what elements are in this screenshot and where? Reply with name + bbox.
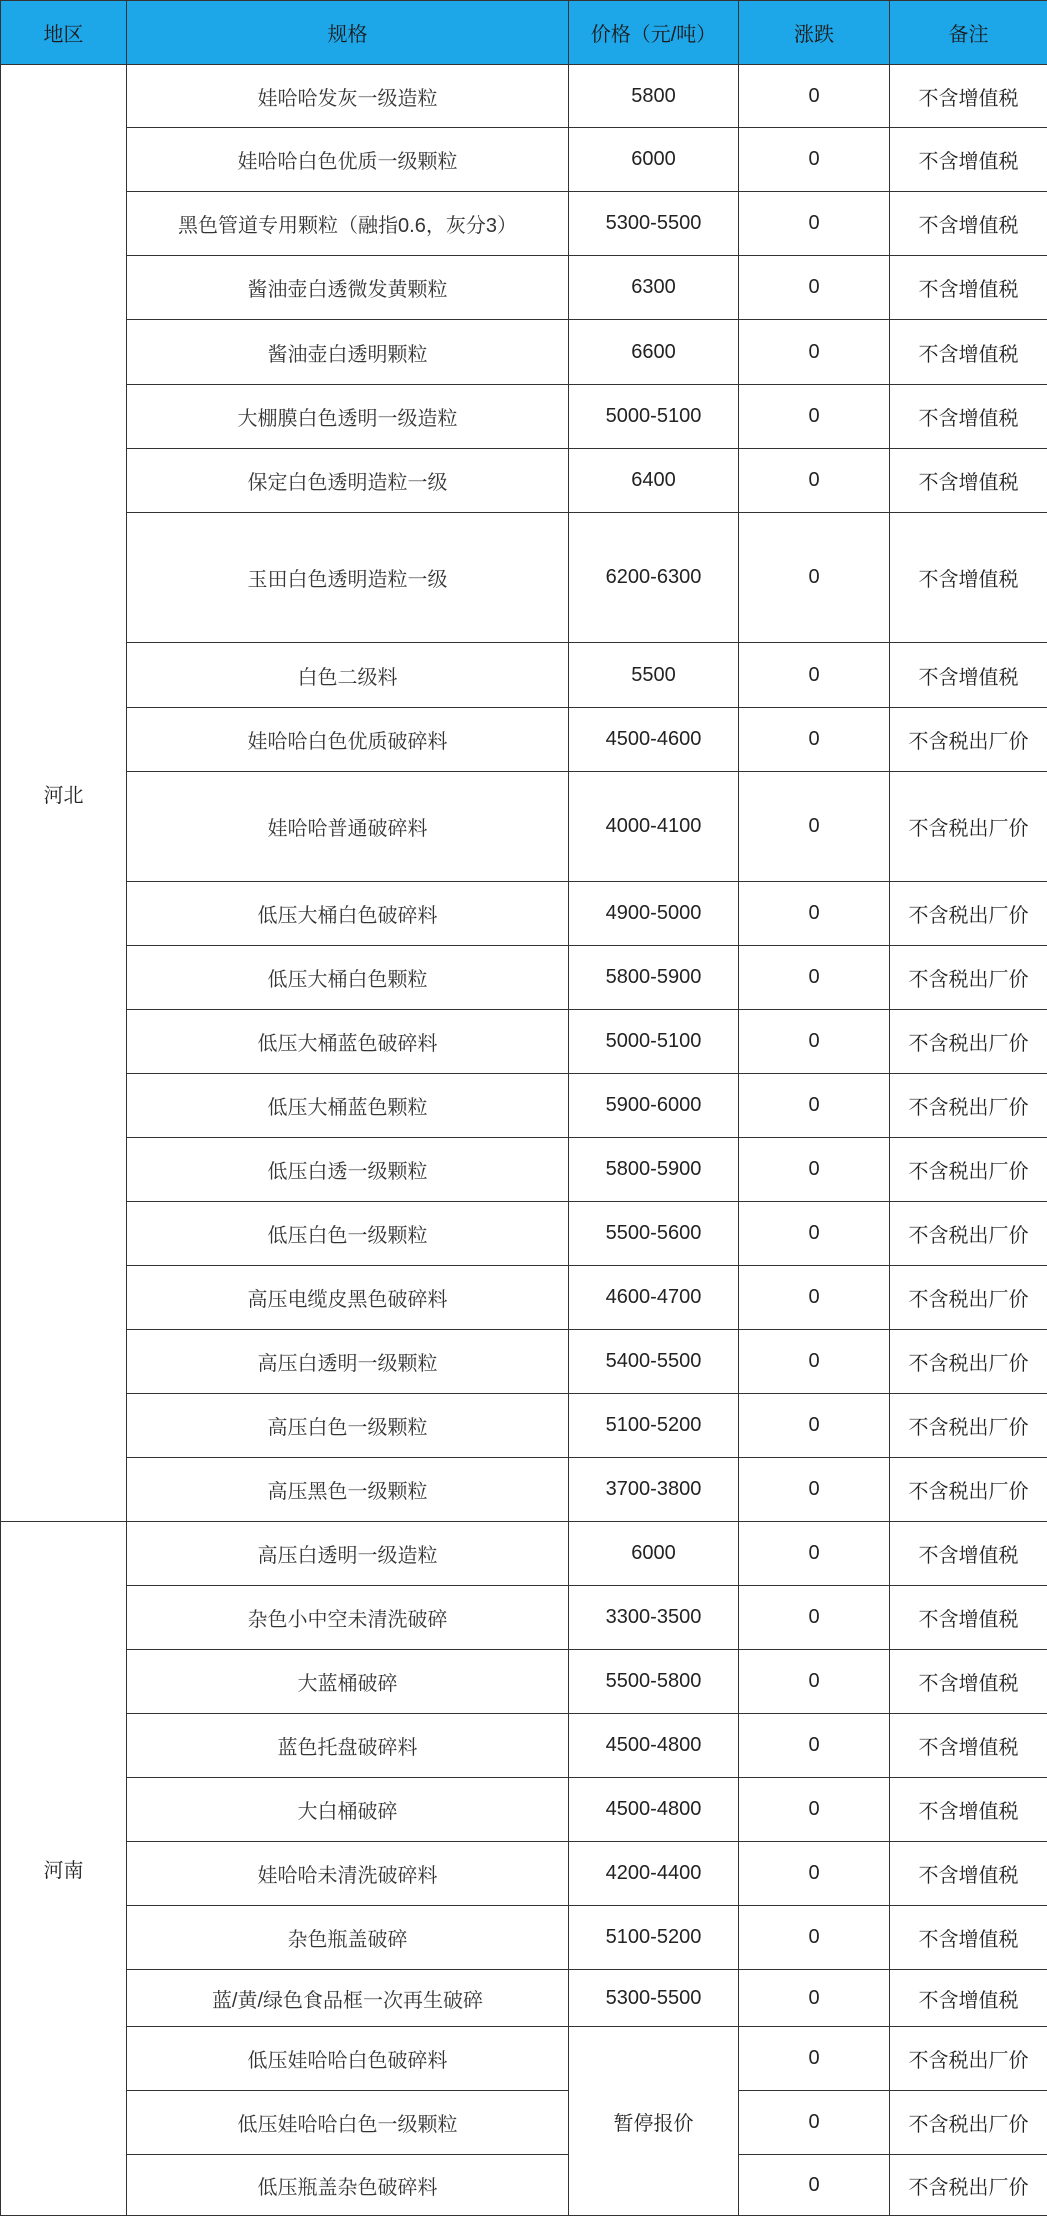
note-cell: 不含税出厂价 (890, 2091, 1047, 2155)
note-cell: 不含税出厂价 (890, 1074, 1047, 1138)
table-row (1, 1394, 1047, 1458)
spec-cell: 低压白色一级颗粒 (127, 1202, 569, 1266)
price-cell: 5900-6000 (569, 1074, 739, 1138)
table-row (1, 882, 1047, 946)
note-cell: 不含增值税 (890, 192, 1047, 256)
table-row (1, 1970, 1047, 2027)
spec-cell: 杂色小中空未清洗破碎 (127, 1586, 569, 1650)
change-cell: 0 (739, 2155, 890, 2216)
table-row (1, 65, 1047, 128)
table-row (1, 946, 1047, 1010)
price-cell: 5100-5200 (569, 1906, 739, 1970)
note-cell: 不含税出厂价 (890, 1394, 1047, 1458)
table-row (1, 1266, 1047, 1330)
note-cell: 不含税出厂价 (890, 1010, 1047, 1074)
change-cell: 0 (739, 1330, 890, 1394)
note-cell: 不含税出厂价 (890, 882, 1047, 946)
note-cell: 不含增值税 (890, 1778, 1047, 1842)
change-cell: 0 (739, 1586, 890, 1650)
spec-cell: 蓝/黄/绿色食品框一次再生破碎 (127, 1970, 569, 2027)
change-cell: 0 (739, 708, 890, 772)
change-cell: 0 (739, 1074, 890, 1138)
spec-cell: 低压瓶盖杂色破碎料 (127, 2155, 569, 2216)
change-cell: 0 (739, 1714, 890, 1778)
spec-cell: 低压大桶白色破碎料 (127, 882, 569, 946)
note-cell: 不含增值税 (890, 1650, 1047, 1714)
spec-cell: 低压娃哈哈白色破碎料 (127, 2027, 569, 2091)
note-cell: 不含税出厂价 (890, 946, 1047, 1010)
change-cell: 0 (739, 946, 890, 1010)
spec-cell: 娃哈哈未清洗破碎料 (127, 1842, 569, 1906)
table-row (1, 1522, 1047, 1586)
change-cell: 0 (739, 643, 890, 708)
table-row (1, 320, 1047, 385)
change-cell: 0 (739, 1394, 890, 1458)
table-row (1, 1074, 1047, 1138)
spec-cell: 低压大桶白色颗粒 (127, 946, 569, 1010)
spec-cell: 娃哈哈白色优质破碎料 (127, 708, 569, 772)
table-row (1, 513, 1047, 643)
price-cell: 5500 (569, 643, 739, 708)
note-cell: 不含增值税 (890, 1714, 1047, 1778)
spec-cell: 黑色管道专用颗粒（融指0.6，灰分3） (127, 192, 569, 256)
price-cell: 5300-5500 (569, 192, 739, 256)
header-spec: 规格 (127, 1, 569, 65)
price-cell: 3300-3500 (569, 1586, 739, 1650)
spec-cell: 大蓝桶破碎 (127, 1650, 569, 1714)
spec-cell: 酱油壶白透明颗粒 (127, 320, 569, 385)
spec-cell: 玉田白色透明造粒一级 (127, 513, 569, 643)
note-cell: 不含税出厂价 (890, 708, 1047, 772)
change-cell: 0 (739, 1266, 890, 1330)
table-row (1, 1458, 1047, 1522)
change-cell: 0 (739, 192, 890, 256)
price-cell: 5300-5500 (569, 1970, 739, 2027)
table-row (1, 1714, 1047, 1778)
change-cell: 0 (739, 1650, 890, 1714)
header-note: 备注 (890, 1, 1047, 65)
change-cell: 0 (739, 1842, 890, 1906)
table-row (1, 1650, 1047, 1714)
table-row (1, 1010, 1047, 1074)
price-cell: 6300 (569, 256, 739, 320)
note-cell: 不含增值税 (890, 320, 1047, 385)
price-cell: 6200-6300 (569, 513, 739, 643)
change-cell: 0 (739, 128, 890, 192)
table-row (1, 385, 1047, 449)
price-cell: 5800 (569, 65, 739, 128)
note-cell: 不含税出厂价 (890, 1138, 1047, 1202)
header-change: 涨跌 (739, 1, 890, 65)
price-cell: 4500-4800 (569, 1714, 739, 1778)
spec-cell: 低压娃哈哈白色一级颗粒 (127, 2091, 569, 2155)
spec-cell: 大白桶破碎 (127, 1778, 569, 1842)
price-cell: 6000 (569, 128, 739, 192)
table-row (1, 128, 1047, 192)
spec-cell: 低压白透一级颗粒 (127, 1138, 569, 1202)
table-row (1, 643, 1047, 708)
price-cell: 5500-5600 (569, 1202, 739, 1266)
note-cell: 不含税出厂价 (890, 1330, 1047, 1394)
change-cell: 0 (739, 882, 890, 946)
change-cell: 0 (739, 65, 890, 128)
table-row (1, 256, 1047, 320)
price-cell: 4200-4400 (569, 1842, 739, 1906)
header-region: 地区 (1, 1, 127, 65)
spec-cell: 保定白色透明造粒一级 (127, 449, 569, 513)
price-cell: 4500-4600 (569, 708, 739, 772)
change-cell: 0 (739, 772, 890, 882)
spec-cell: 高压黑色一级颗粒 (127, 1458, 569, 1522)
price-cell: 5500-5800 (569, 1650, 739, 1714)
note-cell: 不含税出厂价 (890, 1458, 1047, 1522)
spec-cell: 娃哈哈发灰一级造粒 (127, 65, 569, 128)
note-cell: 不含增值税 (890, 1906, 1047, 1970)
change-cell: 0 (739, 513, 890, 643)
change-cell: 0 (739, 1202, 890, 1266)
change-cell: 0 (739, 385, 890, 449)
change-cell: 0 (739, 1458, 890, 1522)
spec-cell: 白色二级料 (127, 643, 569, 708)
suspended-price-cell: 暂停报价 (569, 2027, 739, 2216)
table-row (1, 772, 1047, 882)
spec-cell: 高压白透明一级颗粒 (127, 1330, 569, 1394)
table-row (1, 2091, 1047, 2155)
spec-cell: 娃哈哈白色优质一级颗粒 (127, 128, 569, 192)
table-row (1, 1906, 1047, 1970)
table-row (1, 2027, 1047, 2091)
note-cell: 不含增值税 (890, 385, 1047, 449)
change-cell: 0 (739, 449, 890, 513)
price-cell: 6600 (569, 320, 739, 385)
note-cell: 不含增值税 (890, 513, 1047, 643)
table-row (1, 449, 1047, 513)
spec-cell: 娃哈哈普通破碎料 (127, 772, 569, 882)
note-cell: 不含税出厂价 (890, 772, 1047, 882)
table-row (1, 1138, 1047, 1202)
table-row (1, 1202, 1047, 1266)
change-cell: 0 (739, 256, 890, 320)
note-cell: 不含增值税 (890, 256, 1047, 320)
change-cell: 0 (739, 2027, 890, 2091)
note-cell: 不含税出厂价 (890, 1266, 1047, 1330)
note-cell: 不含增值税 (890, 1522, 1047, 1586)
change-cell: 0 (739, 2091, 890, 2155)
spec-cell: 低压大桶蓝色破碎料 (127, 1010, 569, 1074)
region-cell: 河北 (1, 65, 127, 1522)
spec-cell: 低压大桶蓝色颗粒 (127, 1074, 569, 1138)
table-row (1, 192, 1047, 256)
table-row (1, 1586, 1047, 1650)
table-row (1, 2155, 1047, 2216)
change-cell: 0 (739, 320, 890, 385)
spec-cell: 高压电缆皮黑色破碎料 (127, 1266, 569, 1330)
price-cell: 6000 (569, 1522, 739, 1586)
change-cell: 0 (739, 1970, 890, 2027)
spec-cell: 杂色瓶盖破碎 (127, 1906, 569, 1970)
table-row (1, 1330, 1047, 1394)
price-cell: 5000-5100 (569, 385, 739, 449)
note-cell: 不含增值税 (890, 1842, 1047, 1906)
change-cell: 0 (739, 1522, 890, 1586)
price-cell: 3700-3800 (569, 1458, 739, 1522)
spec-cell: 蓝色托盘破碎料 (127, 1714, 569, 1778)
region-cell: 河南 (1, 1522, 127, 2216)
price-cell: 5400-5500 (569, 1330, 739, 1394)
price-cell: 5800-5900 (569, 946, 739, 1010)
price-cell: 5000-5100 (569, 1010, 739, 1074)
spec-cell: 高压白透明一级造粒 (127, 1522, 569, 1586)
note-cell: 不含增值税 (890, 1586, 1047, 1650)
spec-cell: 酱油壶白透微发黄颗粒 (127, 256, 569, 320)
spec-cell: 高压白色一级颗粒 (127, 1394, 569, 1458)
note-cell: 不含税出厂价 (890, 2027, 1047, 2091)
table-body (1, 65, 1047, 2216)
header-row (1, 1, 1047, 65)
price-cell: 4600-4700 (569, 1266, 739, 1330)
note-cell: 不含税出厂价 (890, 1202, 1047, 1266)
note-cell: 不含税出厂价 (890, 2155, 1047, 2216)
price-cell: 5800-5900 (569, 1138, 739, 1202)
note-cell: 不含增值税 (890, 1970, 1047, 2027)
price-cell: 4900-5000 (569, 882, 739, 946)
price-cell: 6400 (569, 449, 739, 513)
table-row (1, 1842, 1047, 1906)
note-cell: 不含增值税 (890, 128, 1047, 192)
spec-cell: 大棚膜白色透明一级造粒 (127, 385, 569, 449)
note-cell: 不含增值税 (890, 449, 1047, 513)
change-cell: 0 (739, 1906, 890, 1970)
note-cell: 不含增值税 (890, 65, 1047, 128)
note-cell: 不含增值税 (890, 643, 1047, 708)
change-cell: 0 (739, 1778, 890, 1842)
header-price: 价格（元/吨） (569, 1, 739, 65)
price-cell: 5100-5200 (569, 1394, 739, 1458)
price-cell: 4500-4800 (569, 1778, 739, 1842)
price-cell: 4000-4100 (569, 772, 739, 882)
change-cell: 0 (739, 1010, 890, 1074)
change-cell: 0 (739, 1138, 890, 1202)
table-row (1, 708, 1047, 772)
table-row (1, 1778, 1047, 1842)
